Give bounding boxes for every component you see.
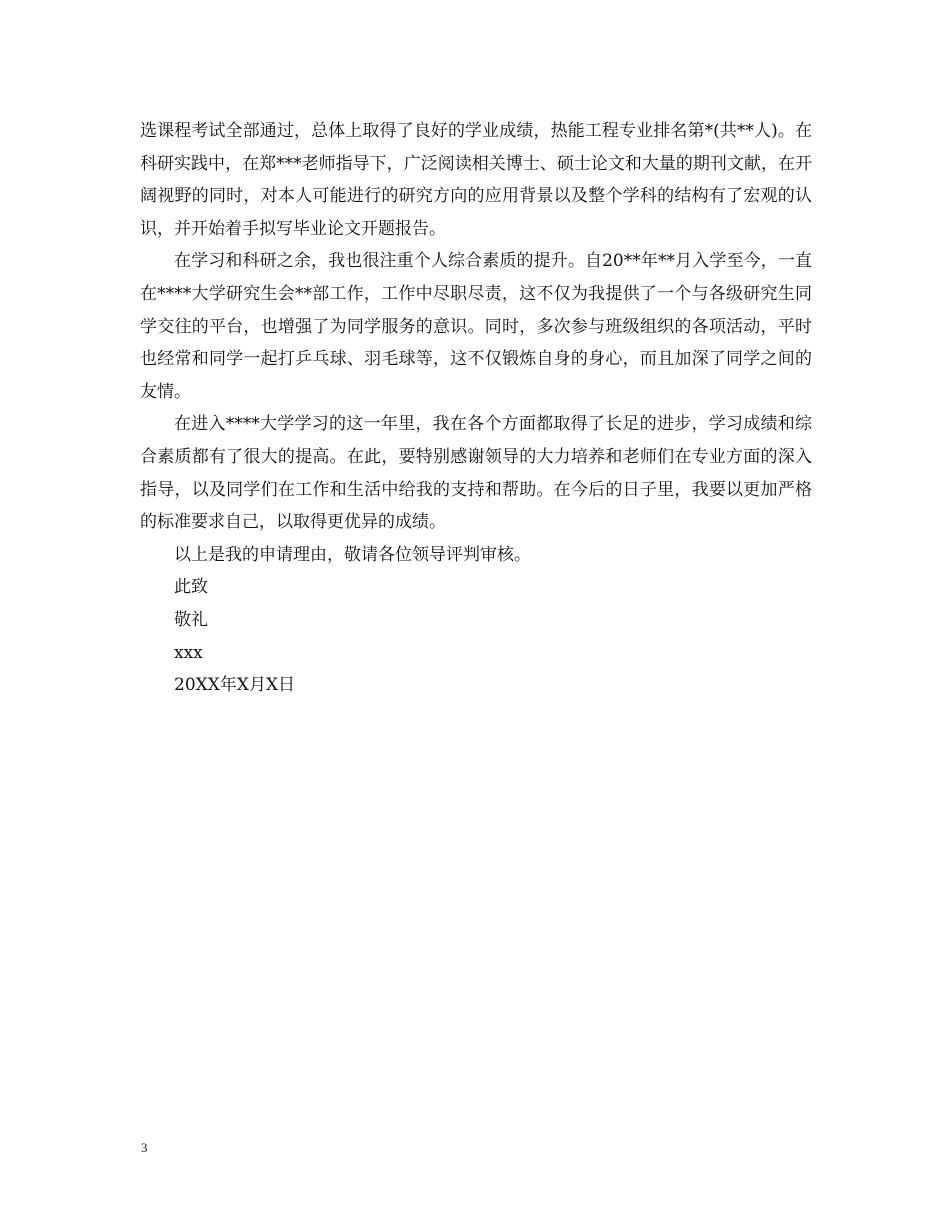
date: 20XX年X月X日 bbox=[174, 675, 296, 696]
signature: xxx bbox=[174, 642, 203, 663]
document-body bbox=[140, 115, 812, 702]
paragraph-progress-thanks: 在进入****大学学习的这一年里，我在各个方面都取得了长足的进步，学习成绩和综合素质都有了很大的提高。在此，要特别感谢领导的大力培养和老师们在专业方面的深入指导，以及同学们在工作和生活中给我的支持和帮助。在今后的日子里，我要以更加严格的标准要求自己，以取得更优异的成绩。 bbox=[140, 414, 812, 533]
paragraph-continuation: 选课程考试全部通过，总体上取得了良好的学业成绩，热能工程专业排名第*(共**人)。在科研实践中，在郑***老师指导下，广泛阅读相关博士、硕士论文和大量的期刊文献，在开阔视野的同时，对本人可能进行的研究方向的应用背景以及整个学科的结构有了宏观的认识，并开始着手拟写毕业论文开题报告。 bbox=[140, 121, 812, 239]
closing-salutation-1: 此致 bbox=[174, 577, 208, 598]
page-number: 3 bbox=[141, 1140, 148, 1155]
paragraph-personal-development: 在学习和科研之余，我也很注重个人综合素质的提升。自20**年**月入学至今，一直在****大学研究生会**部工作，工作中尽职尽责，这不仅为我提供了一个与各级研究生同学交往的平台，也增强了为同学服务的意识。同时，多次参与班级组织的各项活动，平时也经常和同学一起打乒乓球、羽毛球等，这不仅锻炼自身的身心，而且加深了同学之间的友情。 bbox=[140, 251, 812, 402]
paragraph-request: 以上是我的申请理由，敬请各位领导评判审核。 bbox=[174, 544, 531, 565]
closing-salutation-2: 敬礼 bbox=[174, 609, 208, 630]
